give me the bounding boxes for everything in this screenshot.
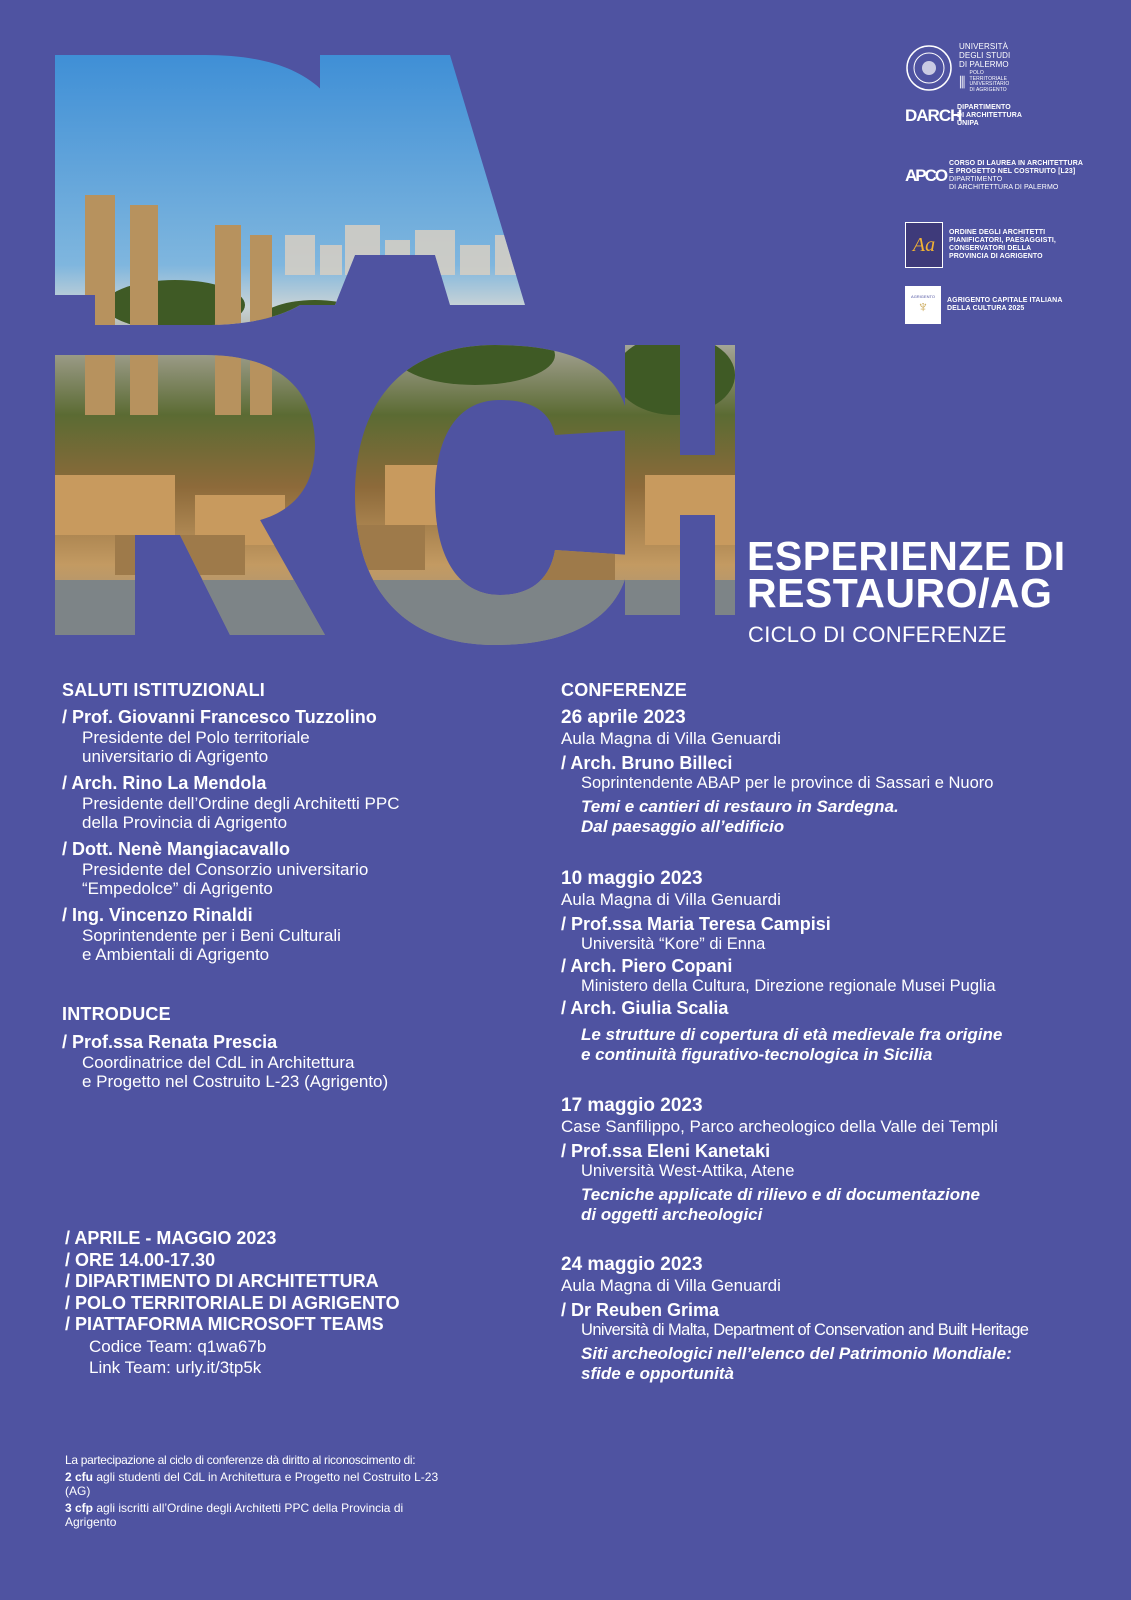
apco-mark-text: APCO (905, 166, 947, 185)
footnote-cfp: 3 cfp (65, 1500, 94, 1515)
saluti-person (62, 839, 400, 898)
page-subtitle: CICLO DI CONFERENZE (748, 622, 1007, 647)
logo-apco (905, 160, 1083, 192)
event-date: 10 maggio 2023 (561, 868, 703, 889)
event-date: 26 aprile 2023 (561, 707, 686, 728)
teams-code[interactable]: Codice Team: q1wa67b (89, 1336, 267, 1356)
talk-title: Temi e cantieri di restauro in Sardegna. Dal paesaggio all’edificio (581, 797, 899, 836)
logo-ordine-line: ORDINE DEGLI ARCHITETTI (949, 229, 1046, 236)
logo-capitale-line: AGRIGENTO CAPITALE ITALIANA (947, 297, 1063, 304)
person-desc: “Empedolce” di Agrigento (82, 879, 273, 898)
person-desc: Soprintendente per i Beni Culturali (82, 926, 341, 945)
event-date: 17 maggio 2023 (561, 1095, 703, 1116)
speaker-name: / Dr Reuben Grima (561, 1300, 720, 1320)
speaker-desc: Università di Malta, Department of Conservation and Built Heritage (581, 1321, 1029, 1339)
logo-university-line: UNIVERSITÀ (959, 42, 1009, 51)
person-desc: della Provincia di Agrigento (82, 813, 288, 832)
torch-icon: ♆ (917, 298, 929, 316)
event-date: 24 maggio 2023 (561, 1254, 703, 1275)
speaker-name: / Prof.ssa Maria Teresa Campisi (561, 914, 831, 934)
talk-title: Tecniche applicate di rilievo e di documentazione di oggetti archeologici (581, 1185, 980, 1224)
person-desc: Coordinatrice del CdL in Architettura (82, 1053, 355, 1072)
speaker-name: / Prof.ssa Eleni Kanetaki (561, 1141, 771, 1161)
info-section (65, 1228, 400, 1378)
logo-apco-line: DI ARCHITETTURA DI PALERMO (949, 184, 1059, 191)
person-desc: Presidente dell’Ordine degli Architetti PPC (82, 794, 400, 813)
footnote-cfu-text: agli studenti del CdL in Architettura e Progetto nel Costruito L-23 (AG) (65, 1469, 439, 1498)
introduce-heading: INTRODUCE (62, 1004, 171, 1024)
logo-capitale-line: DELLA CULTURA 2025 (947, 305, 1025, 312)
logo-polo-line: POLO (969, 70, 984, 76)
logo-university (905, 42, 1010, 93)
saluti-person (62, 773, 400, 832)
info-dates: / APRILE - MAGGIO 2023 (65, 1228, 277, 1248)
logo-polo-line: UNIVERSITARIO (969, 81, 1010, 87)
person-name: / Arch. Rino La Mendola (62, 773, 267, 793)
speaker-name: / Arch. Piero Copani (561, 956, 733, 976)
logo-apco-line: DIPARTIMENTO (949, 176, 1003, 183)
logo-university-line: DI PALERMO (959, 60, 1009, 69)
person-name: / Ing. Vincenzo Rinaldi (62, 905, 253, 925)
talk-title: Le strutture di copertura di età medievale fra origine e continuità figurativo-tecnologica in Sicilia (581, 1025, 1003, 1064)
logo-polo-line: TERRITORIALE (969, 75, 1008, 82)
logo-darch-line: DI ARCHITETTURA (957, 112, 1023, 119)
person-name: / Prof.ssa Renata Prescia (62, 1032, 278, 1052)
saluti-person (62, 707, 400, 766)
conferenze-section (561, 680, 1101, 1384)
event-venue: Case Sanfilippo, Parco archeologico della Valle dei Templi (561, 1117, 998, 1136)
ordine-mark (905, 222, 943, 268)
speaker-desc: Università “Kore” di Enna (581, 935, 766, 953)
saluti-heading: SALUTI ISTITUZIONALI (62, 680, 265, 700)
title-line-1: ESPERIENZE DI (747, 533, 1066, 579)
event-venue: Aula Magna di Villa Genuardi (561, 1276, 781, 1295)
logo-darch-line: DIPARTIMENTO (957, 104, 1011, 111)
logo-apco-line: E PROGETTO NEL COSTRUITO [L23] (949, 168, 1076, 175)
speaker-desc: Università West-Attika, Atene (581, 1162, 795, 1180)
logo-capitale (905, 286, 1062, 324)
speaker-desc: Ministero della Cultura, Direzione regionale Musei Puglia (581, 977, 996, 995)
footnote-cfp-text: agli iscritti all’Ordine degli Architetti PPC della Provincia di Agrigento (65, 1500, 404, 1529)
logo-ordine (905, 222, 1056, 268)
capitale-mark (905, 286, 941, 324)
capitale-mark-text: AGRIGENTO (911, 293, 935, 299)
saluti-section (62, 680, 400, 964)
university-seal-icon (905, 44, 953, 92)
footnote (65, 1453, 440, 1530)
conference-event (561, 707, 1101, 837)
footnote-intro: La partecipazione al ciclo di conferenze dà diritto al riconoscimento di: (65, 1453, 416, 1467)
person-desc: universitario di Agrigento (82, 747, 269, 766)
event-venue: Aula Magna di Villa Genuardi (561, 729, 781, 748)
info-platform: / PIATTAFORMA MICROSOFT TEAMS (65, 1314, 384, 1334)
logo-ordine-line: CONSERVATORI DELLA (949, 245, 1032, 252)
conferenze-heading: CONFERENZE (561, 680, 688, 700)
logo-apco-line: CORSO DI LAUREA IN ARCHITETTURA (949, 160, 1084, 167)
teams-link[interactable]: Link Team: urly.it/3tp5k (89, 1357, 262, 1377)
speaker-name: / Arch. Bruno Billeci (561, 753, 733, 773)
hero-darch-image (55, 55, 735, 655)
logo-ordine-line: PROVINCIA DI AGRIGENTO (949, 253, 1043, 260)
darch-mark (905, 106, 962, 125)
logo-university-line: DEGLI STUDI (959, 51, 1011, 60)
info-polo: / POLO TERRITORIALE DI AGRIGENTO (65, 1292, 400, 1313)
person-name: / Dott. Nenè Mangiacavallo (62, 839, 291, 859)
speaker-desc: Soprintendente ABAP per le province di Sassari e Nuoro (581, 774, 994, 792)
logo-darch-line: UNIPA (957, 120, 979, 127)
logo-ordine-line: PIANIFICATORI, PAESAGGISTI, (949, 237, 1056, 244)
person-desc: Presidente del Polo territoriale (82, 728, 310, 747)
darch-mark-text: DARCH (905, 106, 962, 125)
title-line-2: RESTAURO/AG (747, 570, 1053, 616)
introduce-section (62, 1004, 388, 1091)
event-venue: Aula Magna di Villa Genuardi (561, 890, 781, 909)
ordine-mark-text: Aa (912, 233, 936, 256)
person-desc: e Progetto nel Costruito L-23 (Agrigento) (82, 1072, 389, 1091)
info-department: / DIPARTIMENTO DI ARCHITETTURA (65, 1271, 379, 1291)
logo-darch (905, 104, 1022, 128)
person-desc: Presidente del Consorzio universitario (82, 860, 369, 879)
info-hours: / ORE 14.00-17.30 (65, 1249, 216, 1270)
apco-mark (905, 166, 947, 185)
columns-icon: ⫼ (959, 74, 966, 90)
person-desc: e Ambientali di Agrigento (82, 945, 270, 964)
conference-event (561, 1095, 1101, 1225)
talk-title: Siti archeologici nell’elenco del Patrimonio Mondiale: sfide e opportunità (581, 1344, 1012, 1383)
page-title (747, 533, 1066, 616)
conference-event (561, 1254, 1101, 1384)
footnote-cfu: 2 cfu (65, 1469, 94, 1484)
speaker-name: / Arch. Giulia Scalia (561, 998, 729, 1018)
person-name: / Prof. Giovanni Francesco Tuzzolino (62, 707, 377, 727)
conference-event (561, 868, 1101, 1065)
logo-polo-line: DI AGRIGENTO (969, 86, 1007, 93)
saluti-person (62, 905, 400, 964)
